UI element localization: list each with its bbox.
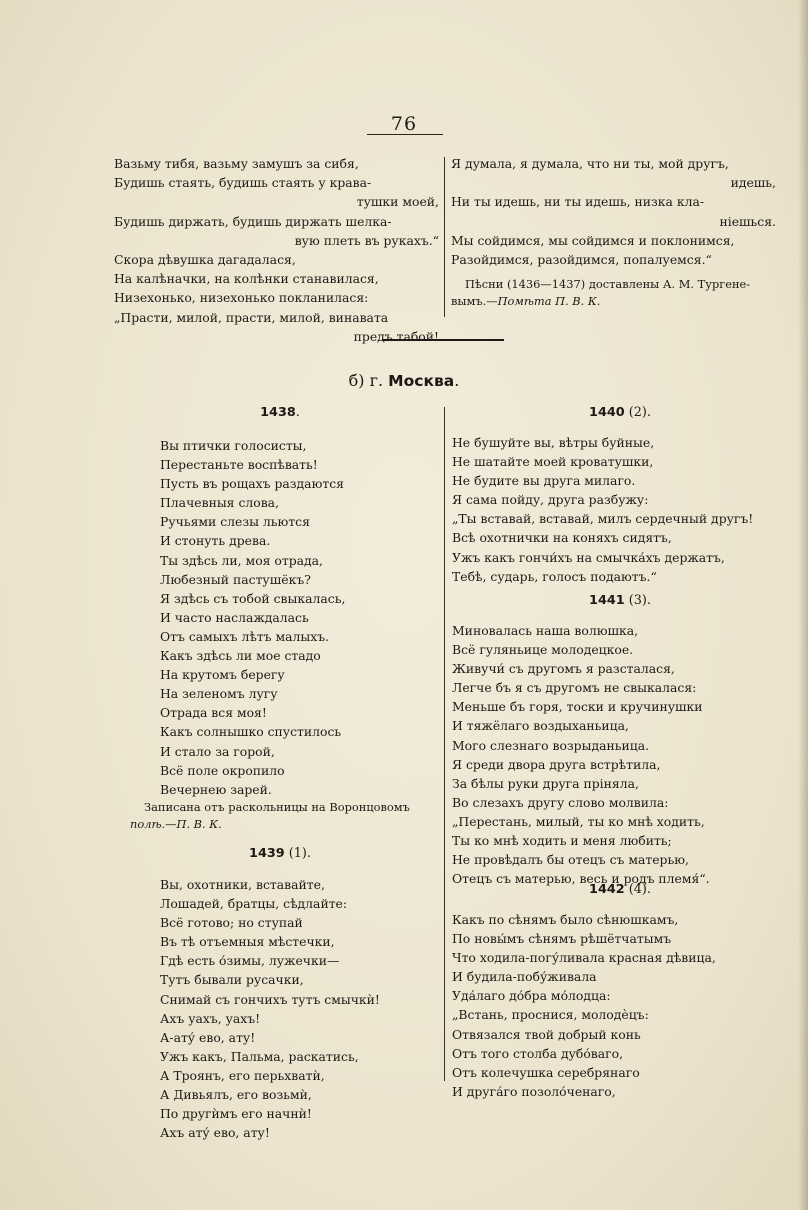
- verse-line: предъ табой!: [353, 328, 439, 344]
- verse-line: Отъ колечушка серебрянаго: [452, 1064, 640, 1080]
- top-credit-line2: вымъ.—: [451, 294, 498, 309]
- verse-line: Вы птички голосисты,: [160, 438, 307, 453]
- verse-line: А-ату́ ево, ату!: [160, 1029, 256, 1045]
- section-name: Москва: [388, 372, 455, 390]
- verse-line: И будила-побу́живала: [452, 969, 597, 985]
- main-column-divider: [444, 407, 445, 1081]
- verse-line: Мого слезнаго возрыданьица.: [452, 737, 650, 753]
- verse-line: вую плеть въ рукахъ.“: [294, 232, 439, 248]
- page-number: 76: [390, 113, 418, 135]
- verse-line: Ахъ уахъ, уахъ!: [160, 1010, 261, 1026]
- verse-line: Отецъ съ матерью, весь и родъ племя́“.: [452, 871, 710, 887]
- verse-line: Ужъ какъ гончи́хъ на смычка́хъ держатъ,: [452, 549, 725, 565]
- verse-line: По другѝмъ его начнѝ!: [160, 1106, 312, 1122]
- verse-line: Снимай съ гончихъ тутъ смычкѝ!: [160, 991, 380, 1007]
- verse-line: ніешься.: [719, 213, 776, 229]
- verse-line: Ахъ ату́ ево, ату!: [160, 1125, 270, 1141]
- verse-line: Вазьму тибя, вазьму замушъ за сибя,: [114, 156, 359, 171]
- verse-line: Перестаньте воспѣвать!: [160, 457, 318, 473]
- verse-line: Я среди двора друга встрѣтила,: [452, 756, 661, 772]
- section-heading: б) г. Москва.: [348, 371, 460, 390]
- verse-line: Не будите вы друга милаго.: [452, 473, 636, 489]
- section-prefix: б) г.: [348, 371, 389, 390]
- verse-line: Я здѣсь съ тобой свыкалась,: [160, 590, 346, 606]
- top-credit-signature: Помѣта П. В. К.: [497, 294, 601, 309]
- verse-line: „Перестань, милый, ты ко мнѣ ходить,: [452, 813, 705, 829]
- verse-line: Отъ самыхъ лѣтъ малыхъ.: [160, 628, 330, 644]
- verse-line: Ни ты идешь, ни ты идешь, низка кла-: [451, 194, 705, 210]
- verse-line: Пусть въ рощахъ раздаются: [160, 476, 344, 492]
- verse-line: Отрада вся моя!: [160, 705, 267, 721]
- verse-line: Всё поле окропило: [160, 762, 285, 778]
- verse-line: идешь,: [730, 175, 776, 191]
- verse-line: По новы́мъ сѣнямъ рѣшётчатымъ: [452, 931, 672, 947]
- verse-line: Ужъ какъ, Пальма, раскатись,: [160, 1048, 359, 1064]
- song-1441-verse: [452, 621, 782, 888]
- verse-line: Лошадей, братцы, сѣдлайте:: [160, 896, 348, 912]
- verse-line: Будишь стаять, будишь стаять у крава-: [114, 175, 372, 191]
- verse-line: Гдѣ есть о́зимы, лужечки—: [160, 953, 340, 969]
- song-1440-verse: [452, 433, 782, 586]
- verse-line: Какъ по сѣнямъ было сѣнюшкамъ,: [452, 912, 679, 927]
- song-number-1438: 1438.: [260, 405, 300, 420]
- verse-line: Уда́лаго до́бра мо́лодца:: [452, 988, 611, 1004]
- verse-line: Плачевныя слова,: [160, 495, 280, 511]
- song-1438-verse: [160, 436, 440, 799]
- song-number-1439: 1439 (1).: [249, 846, 311, 861]
- verse-line: Ты ко мнѣ ходить и меня любить;: [452, 833, 672, 849]
- verse-line: На крутомъ берегу: [160, 667, 285, 683]
- verse-line: Тебѣ, сударь, голосъ подаютъ.“: [452, 568, 657, 584]
- song-number-1441: 1441 (3).: [589, 593, 651, 608]
- verse-line: Разойдимся, разойдимся, попалуемся.“: [451, 252, 712, 268]
- verse-line: И стонуть древа.: [160, 533, 271, 549]
- verse-line: На зеленомъ лугу: [160, 686, 278, 702]
- verse-line: Не бушуйте вы, вѣтры буйные,: [452, 435, 655, 450]
- song-1442-verse: [452, 910, 782, 1101]
- verse-line: Миновалась наша волюшка,: [452, 623, 639, 638]
- verse-line: тушки моей,: [356, 194, 439, 210]
- verse-line: Какъ солнышко спустилось: [160, 724, 342, 740]
- verse-line: И стало за горой,: [160, 743, 275, 759]
- verse-line: Отъ того столба дубо́ваго,: [452, 1045, 624, 1061]
- verse-line: Отвязался твой добрый конь: [452, 1026, 641, 1042]
- verse-line: Всё гуляньице молодецкое.: [452, 642, 634, 658]
- verse-line: Что ходила-погу́ливала красная дѣвица,: [452, 950, 716, 966]
- verse-line: Будишь диржать, будишь диржать шелка-: [114, 213, 392, 229]
- section-rule: [382, 339, 504, 341]
- verse-line: Любезный пастушёкъ?: [160, 571, 311, 587]
- song-1439-verse: [160, 875, 440, 1142]
- top-column-divider: [444, 157, 445, 317]
- verse-line: Не шатайте моей кроватушки,: [452, 454, 654, 470]
- verse-line: Мы сойдимся, мы сойдимся и поклонимся,: [451, 232, 735, 248]
- verse-line: А Дивьялъ, его возьмѝ,: [160, 1087, 312, 1103]
- top-right-column: [451, 154, 776, 310]
- verse-line: Въ тѣ отъемныя мѣстечки,: [160, 934, 335, 950]
- verse-line: „Встань, проснися, молодѐцъ:: [452, 1007, 649, 1023]
- verse-line: Я думала, я думала, что ни ты, мой другъ,: [451, 156, 729, 171]
- verse-line: Не провѣдалъ бы отецъ съ матерью,: [452, 852, 689, 868]
- verse-line: Скора дѣвушка дагадалася,: [114, 252, 296, 268]
- verse-line: Всѣ охотнички на коняхъ сидятъ,: [452, 530, 672, 546]
- verse-line: А Троянъ, его перьхватѝ,: [160, 1067, 325, 1083]
- verse-line: Низехонько, низехонько покланилася:: [114, 290, 369, 306]
- top-left-column: [114, 154, 439, 346]
- verse-line: Вечернею зарей.: [160, 781, 272, 797]
- verse-line: Во слезахъ другу слово молвила:: [452, 794, 669, 810]
- verse-line: На калѣначки, на колѣнки станавилася,: [114, 271, 379, 287]
- verse-line: Живучи́ съ другомъ я разсталася,: [452, 661, 675, 677]
- song-1438-credit: Записана отъ раскольницы на Воронцовомъ полѣ.—П. В. К.: [130, 800, 410, 831]
- verse-line: И тяжёлаго воздыханьица,: [452, 718, 629, 734]
- verse-line: Тутъ бывали русачки,: [160, 972, 304, 988]
- top-credit-line1: Пѣсни (1436—1437) доставлены А. М. Тургене-: [465, 277, 751, 292]
- header-rule: [367, 134, 443, 135]
- verse-line: „Прасти, милой, прасти, милой, винавата: [114, 309, 389, 325]
- verse-line: Легче бъ я съ другомъ не свыкалася:: [452, 680, 697, 696]
- verse-line: Вы, охотники, вставайте,: [160, 877, 325, 892]
- verse-line: И друга́го позоло́ченаго,: [452, 1083, 616, 1099]
- verse-line: И часто наслаждалась: [160, 609, 309, 625]
- song-number-1440: 1440 (2).: [589, 405, 651, 420]
- verse-line: За бѣлы руки друга пріняла,: [452, 775, 639, 791]
- verse-line: Ручьями слезы льются: [160, 514, 310, 530]
- verse-line: Ты здѣсь ли, моя отрада,: [160, 552, 323, 568]
- verse-line: „Ты вставай, вставай, милъ сердечный другъ!: [452, 511, 754, 527]
- verse-line: Какъ здѣсь ли мое стадо: [160, 648, 321, 664]
- verse-line: Меньше бъ горя, тоски и кручинушки: [452, 699, 703, 715]
- top-credit: [451, 276, 776, 310]
- page-edge-shadow: [798, 0, 808, 1210]
- verse-line: Я сама пойду, друга разбужу:: [452, 492, 649, 508]
- song-number-1442: 1442 (4).: [589, 882, 651, 897]
- verse-line: Всё готово; но ступай: [160, 915, 303, 931]
